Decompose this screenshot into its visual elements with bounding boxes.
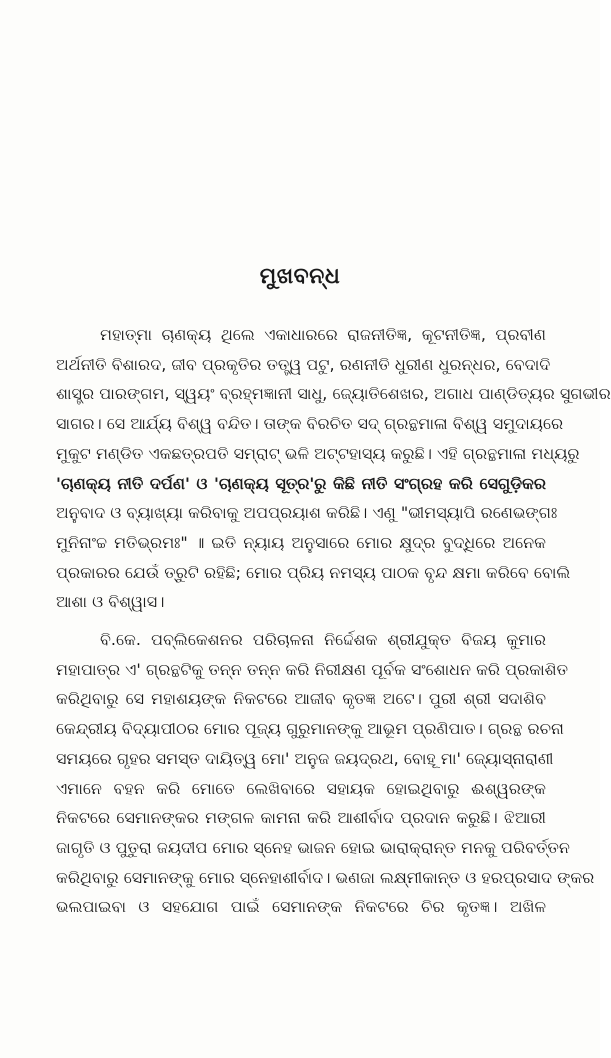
paragraph-2 bbox=[56, 625, 595, 922]
text-line: 'ଚାଣକ୍ୟ ନୀତି ଦର୍ପଣ' ଓ 'ଚାଣକ୍ୟ ସୂତ୍ର'ରୁ କିଛି ନୀତି ସଂଗ୍ରହ କରି ସେଗୁଡ଼ିକର bbox=[56, 473, 546, 493]
text-line: କରିଥିବାରୁ ସେ ମହାଶୟଙ୍କ ନିକଟରେ ଆଜୀବ କୃତଜ୍ଞ ଅଟେ। ପୁରୀ ଶ୍ରୀ ସଦାଶିବ bbox=[56, 689, 546, 709]
text-line: ବି.କେ. ପବ୍ଲିକେଶନର ପରିଚାଳନା ନିର୍ଦ୍ଦେଶକ ଶ୍ରୀଯୁକ୍ତ ବିଜୟ କୁମାର bbox=[100, 630, 546, 650]
text-line: କରିଥିବାରୁ ସେମାନଙ୍କୁ ମୋର ସ୍ନେହାଶୀର୍ବାଦ। ଭଣଜା ଲକ୍ଷ୍ମୀକାନ୍ତ ଓ ହରପ୍ରସାଦ ଙ୍କର bbox=[56, 867, 595, 887]
text-line: ଆଶା ଓ ବିଶ୍ୱାସ। bbox=[56, 592, 165, 612]
text-line: ଭଲପାଇବା ଓ ସହଯୋଗ ପାଇଁ ସେମାନଙ୍କ ନିକଟରେ ଚିର କୃତଜ୍ଞ। ଅଖିଳ bbox=[56, 897, 546, 917]
text-line: ସମୟରେ ଗୃହର ସମସ୍ତ ଦାୟିତ୍ୱ ମୋ' ଅନୁଜ ଜୟଦ୍ରଥ, ବୋହୂ ମା' ଜ୍ୟୋସ୍ନାରାଣୀ bbox=[56, 748, 554, 768]
text-line: ମୁକୁଟ ମଣ୍ଡିତ ଏକଛତ୍ରପତି ସମ୍ରାଟ୍ ଭଳି ଅଟ୍ଟହାସ୍ୟ କରୁଛି। ଏହି ଗ୍ରନ୍ଥମାଳା ମଧ୍ୟରୁ bbox=[56, 443, 580, 463]
text-line: ଅର୍ଥନୀତି ବିଶାରଦ, ଜୀବ ପ୍ରକୃତିର ତତ୍ତ୍ୱ ପଟୁ, ରଣନୀତି ଧୁରୀଣ ଧୁରନ୍ଧର, ବେଦାଦି bbox=[56, 354, 551, 374]
text-line: ମହାତ୍ମା ଚାଣକ୍ୟ ଥିଲେ ଏକାଧାରରେ ରାଜନୀତିଜ୍ଞ, କୂଟନୀତିଜ୍ଞ, ପ୍ରବୀଣ bbox=[100, 325, 546, 344]
page-title: ମୁଖବନ୍ଧ bbox=[259, 264, 341, 289]
preface-body bbox=[56, 320, 611, 922]
text-line: ଏମାନେ ବହନ କରି ମୋତେ ଲେଖିବାରେ ସହାୟକ ହୋଇଥିବାରୁ ଈଶ୍ୱରଙ୍କ bbox=[56, 778, 546, 798]
text-line: ଜାଗୃତି ଓ ପୁତୁରା ଜୟଦୀପ ମୋର ସ୍ନେହ ଭାଜନ ହୋଇ ଭାରାକ୍ରାନ୍ତ ମନକୁ ପରିବର୍ତ୍ତନ bbox=[56, 837, 570, 857]
text-line: ନିକଟରେ ସେମାନଙ୍କର ମଙ୍ଗଳ କାମନା କରି ଆଶୀର୍ବାଦ ପ୍ରଦାନ କରୁଛି। ଝିଆରୀ bbox=[56, 808, 546, 828]
paragraph-1 bbox=[56, 320, 611, 617]
text-line: କେନ୍ଦ୍ରୀୟ ବିଦ୍ୟାପୀଠର ମୋର ପୂଜ୍ୟ ଗୁରୁମାନଙ୍କୁ ଆଭୂମ ପ୍ରଣିପାତ। ଗ୍ରନ୍ଥ ରଚନା bbox=[56, 719, 564, 739]
text-line: ମହାପାତ୍ର ଏ' ଗ୍ରନ୍ଥଟିକୁ ତନ୍ନ ତନ୍ନ କରି ନିରୀକ୍ଷଣ ପୂର୍ବକ ସଂଶୋଧନ କରି ପ୍ରକାଶିତ bbox=[56, 659, 568, 679]
text-line: ପ୍ରକାରର ଯେଉଁ ତ୍ରୁଟି ରହିଛି; ମୋର ପ୍ରିୟ ନମସ୍ୟ ପାଠକ ବୃନ୍ଦ କ୍ଷମା କରିବେ ବୋଲି bbox=[56, 562, 571, 582]
text-line: ଅନୁବାଦ ଓ ବ୍ୟାଖ୍ୟା କରିବାକୁ ଅପପ୍ରୟାଶ କରିଛି। ଏଣୁ "ଭୀମସ୍ୟାପି ରଣେଭଙ୍ଗଃ bbox=[56, 503, 558, 523]
text-line: ମୁନିନାଂଚ୍ଚ ମତିଭ୍ରମଃ" ॥ ଇତି ନ୍ୟାୟ ଅନୁସାରେ ମୋର କ୍ଷୁଦ୍ର ବୁଦ୍ଧିରେ ଅନେକ bbox=[56, 532, 546, 552]
text-line: ସାଗର। ସେ ଆର୍ଯ୍ୟ ବିଶ୍ୱ ବନ୍ଦିତ। ତାଙ୍କ ବିରଚିତ ସଦ୍ ଗ୍ରନ୍ଥମାଳା ବିଶ୍ୱ ସମୁଦାୟରେ bbox=[56, 414, 564, 434]
text-line: ଶାସ୍ତ୍ର ପାରଙ୍ଗମ, ସ୍ୱୟଂ ବ୍ରହ୍ମଜ୍ଞାନୀ ସାଧୁ, ଜ୍ୟୋତିଶେଖର, ଅଗାଧ ପାଣ୍ଡିତ୍ୟର ସୁଗଭୀର bbox=[56, 384, 611, 404]
